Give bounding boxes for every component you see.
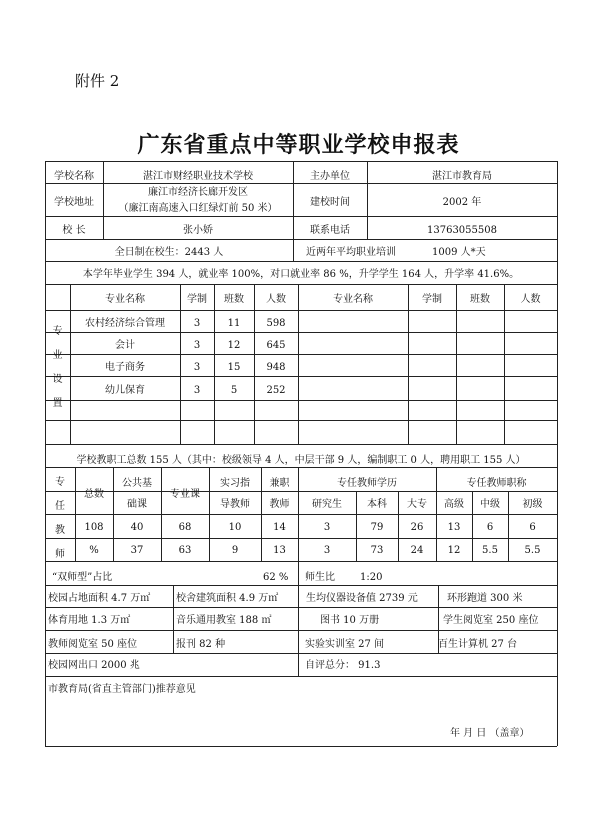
table-rule — [45, 261, 557, 262]
table-rule — [298, 561, 299, 585]
header-public: 公共基 — [122, 478, 152, 489]
teacher-stat-cell: 37 — [130, 545, 144, 556]
teacher-stat-cell: 13 — [447, 522, 461, 533]
major-name: 幼儿保育 — [105, 385, 145, 396]
table-rule — [298, 653, 299, 676]
school-name-value: 湛江市财经职业技术学校 — [143, 171, 253, 182]
teacher-stat-cell: 40 — [130, 522, 144, 533]
header-total: 总数 — [84, 489, 104, 500]
table-rule — [45, 161, 557, 162]
major-duration: 3 — [193, 385, 201, 396]
table-rule — [45, 607, 557, 608]
phone-label: 联系电话 — [310, 225, 350, 236]
table-rule — [45, 310, 557, 311]
teacher-stat-cell: 73 — [370, 545, 384, 556]
building-area: 校舍建筑面积 4.9 万㎡ — [176, 593, 279, 604]
majors-section-char: 设 — [52, 374, 63, 385]
major-classes: 12 — [227, 340, 241, 351]
major-name: 电子商务 — [105, 362, 145, 373]
table-rule — [504, 284, 505, 444]
major-header-classes-right: 班数 — [470, 294, 490, 305]
student-reading-room: 学生阅览室 250 座位 — [443, 615, 539, 626]
table-rule — [408, 284, 409, 444]
teacher-stat-cell: 9 — [231, 545, 239, 556]
table-rule — [45, 284, 557, 285]
title-col: 初级 — [522, 499, 543, 510]
teacher-stat-cell: 26 — [410, 522, 424, 533]
major-classes: 5 — [230, 385, 238, 396]
table-rule — [45, 746, 557, 747]
table-rule — [45, 354, 557, 355]
edu-col: 本科 — [367, 499, 387, 510]
table-rule — [173, 585, 174, 653]
header-titles: 专任教师职称 — [466, 478, 527, 489]
address-label: 学校地址 — [54, 197, 94, 208]
attachment-label: 附件 2 — [75, 72, 120, 90]
teacher-stat-cell: 24 — [410, 545, 424, 556]
sponsor-label: 主办单位 — [310, 171, 350, 182]
table-rule — [45, 514, 557, 515]
table-rule — [45, 630, 557, 631]
header-major-course: 专业课 — [170, 489, 200, 500]
table-rule — [557, 161, 558, 746]
teacher-stat-cell: 3 — [323, 522, 331, 533]
ratio-label: 师生比 — [305, 572, 335, 583]
teacher-stat-cell: 63 — [178, 545, 192, 556]
major-header-name: 专业名称 — [105, 294, 145, 305]
teacher-stat-cell: 5.5 — [524, 545, 541, 556]
principal-value: 张小娇 — [183, 225, 213, 236]
table-rule — [45, 676, 557, 677]
teacher-reading-room: 教师阅览室 50 座位 — [48, 639, 138, 650]
recommendation-label: 市教育局(省直主管部门)推荐意见 — [48, 684, 196, 695]
staff-summary: 学校教职工总数 155 人（其中：校级领导 4 人，中层干部 9 人，编制职工 0 人，聘用职工 155 人） — [76, 455, 526, 466]
teachers-section-char: 教 — [55, 525, 65, 536]
fulltime-students: 全日制在校生：2443 人 — [114, 247, 224, 258]
teacher-stat-cell: 12 — [447, 545, 461, 556]
table-rule — [45, 216, 557, 217]
computers: 百生计算机 27 台 — [438, 639, 518, 650]
header-parttime: 兼职 — [269, 478, 290, 489]
dual-teacher-value: 62 % — [263, 572, 289, 583]
major-header-duration-right: 学制 — [422, 294, 442, 305]
header-intern: 导教师 — [220, 499, 250, 510]
address-line2: （廉江南高速入口红绿灯前 50 米） — [118, 203, 278, 214]
teacher-stat-cell: 79 — [370, 522, 384, 533]
majors-section-char: 业 — [52, 350, 63, 361]
teacher-stat-cell: 6 — [529, 522, 536, 533]
teachers-section-char: 专 — [55, 477, 65, 488]
sponsor-value: 湛江市教育局 — [432, 171, 492, 182]
teacher-stat-cell: 68 — [178, 522, 192, 533]
major-name: 农村经济综合管理 — [85, 318, 165, 329]
table-rule — [293, 239, 294, 261]
table-rule — [298, 585, 299, 653]
table-rule — [45, 376, 557, 377]
major-students: 252 — [266, 385, 286, 396]
music-room: 音乐通用教室 188 ㎡ — [176, 615, 272, 626]
ratio-value: 1:20 — [360, 572, 383, 583]
table-rule — [45, 467, 557, 468]
major-classes: 11 — [227, 318, 241, 329]
dual-teacher-label: “双师型”占比 — [52, 572, 113, 583]
table-rule — [45, 239, 557, 240]
major-students: 598 — [266, 318, 286, 329]
major-header-name-right: 专业名称 — [333, 294, 373, 305]
header-education: 专任教师学历 — [337, 478, 397, 489]
major-students: 948 — [266, 362, 286, 373]
self-score: 自评总分： 91.3 — [305, 660, 381, 671]
teacher-stat-cell: 14 — [273, 522, 286, 533]
major-name: 会计 — [115, 340, 135, 351]
teacher-stat-cell: 6 — [486, 522, 494, 533]
major-duration: 3 — [193, 362, 201, 373]
majors-section-char: 专 — [52, 326, 63, 337]
running-track: 环形跑道 300 米 — [447, 593, 523, 604]
network-bandwidth: 校园网出口 2000 兆 — [48, 660, 140, 671]
address-line1: 廉江市经济长廊开发区 — [148, 187, 248, 198]
table-rule — [456, 284, 457, 444]
teacher-stat-cell: 13 — [273, 545, 286, 556]
teacher-stat-cell: 108 — [84, 522, 104, 533]
major-header-classes: 班数 — [224, 294, 244, 305]
header-public: 础课 — [127, 499, 147, 510]
table-rule — [298, 491, 557, 492]
major-students: 645 — [266, 340, 286, 351]
table-rule — [45, 400, 557, 401]
header-parttime: 教师 — [269, 499, 290, 510]
table-rule — [45, 653, 557, 654]
table-rule — [45, 183, 557, 184]
title-col: 中级 — [480, 499, 500, 510]
form-title: 广东省重点中等职业学校申报表 — [137, 132, 460, 158]
phone-value: 13763055508 — [427, 225, 497, 236]
equipment-value: 生均仪器设备值 2739 元 — [306, 593, 418, 604]
training-label: 近两年平均职业培训 — [306, 247, 396, 258]
table-rule — [45, 538, 557, 539]
title-col: 高级 — [444, 499, 464, 510]
principal-label: 校 长 — [62, 225, 86, 236]
teachers-section-char: 师 — [55, 549, 65, 560]
graduates-summary: 本学年毕业学生 394 人，就业率 100%，对口就业率 86 %，升学学生 164 人，升学率 41.6%。 — [82, 269, 520, 280]
table-rule — [45, 444, 557, 445]
major-header-students-right: 人数 — [520, 294, 541, 305]
teacher-stat-cell: 3 — [323, 545, 331, 556]
majors-section-char: 置 — [52, 398, 63, 409]
major-duration: 3 — [193, 340, 201, 351]
sports-area: 体育用地 1.3 万㎡ — [48, 615, 131, 626]
major-header-students: 人数 — [266, 294, 286, 305]
table-rule — [45, 561, 557, 562]
major-duration: 3 — [193, 318, 201, 329]
major-header-duration: 学制 — [187, 294, 207, 305]
teacher-stat-cell: 10 — [228, 522, 242, 533]
campus-area: 校园占地面积 4.7 万㎡ — [48, 593, 151, 604]
table-rule — [45, 332, 557, 333]
table-rule — [45, 420, 557, 421]
table-rule — [298, 284, 299, 444]
teacher-stat-cell: % — [89, 545, 99, 556]
school-name-label: 学校名称 — [54, 171, 94, 182]
edu-col: 研究生 — [312, 499, 342, 510]
newspapers: 报刊 82 种 — [176, 639, 226, 650]
teachers-section-char: 任 — [55, 501, 65, 512]
table-rule — [45, 585, 557, 586]
edu-col: 大专 — [407, 499, 427, 510]
header-intern: 实习指 — [220, 478, 250, 489]
founded-label: 建校时间 — [310, 197, 350, 208]
date-stamp-line: 年 月 日 （盖章） — [450, 728, 530, 739]
labs: 实验实训室 27 间 — [305, 639, 385, 650]
books: 图书 10 万册 — [320, 615, 380, 626]
training-value: 1009 人*天 — [432, 247, 486, 258]
major-classes: 15 — [227, 362, 241, 373]
teacher-stat-cell: 5.5 — [482, 545, 498, 556]
founded-value: 2002 年 — [442, 197, 482, 208]
